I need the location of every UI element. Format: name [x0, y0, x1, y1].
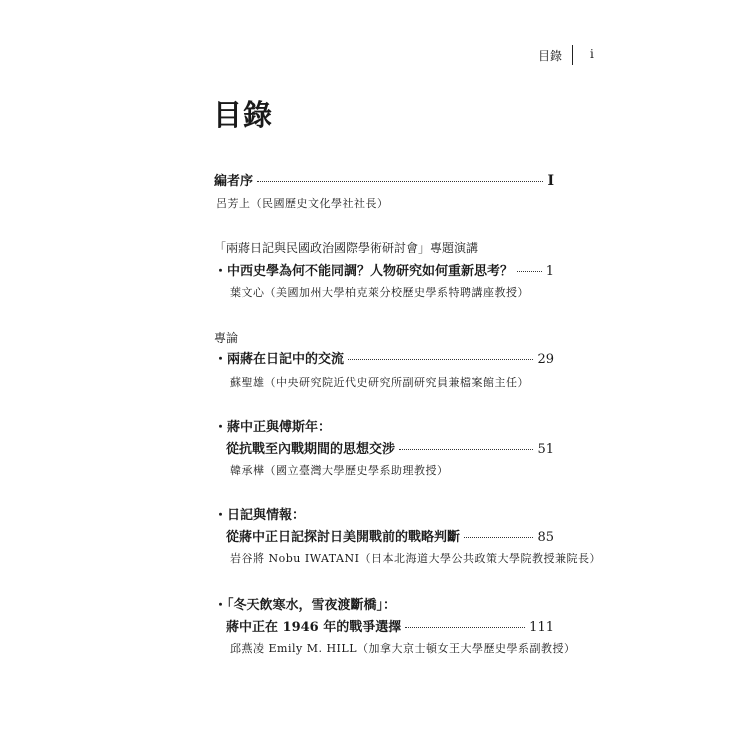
toc-entry-title-line1: ・日記與情報：	[214, 508, 306, 523]
toc-entry-title: 從蔣中正日記探討日美開戰前的戰略判斷	[226, 530, 461, 545]
toc-entry-page: I	[547, 173, 554, 189]
section-label-papers: 專論	[214, 331, 239, 345]
running-head-title: 目錄	[538, 49, 563, 63]
toc-entry-author: 岩谷將 Nobu IWATANI（日本北海道大學公共政策大學院教授兼院長）	[230, 552, 601, 565]
toc-entry-title-line1: ・蔣中正與傅斯年：	[214, 420, 332, 435]
running-head-divider	[572, 45, 573, 65]
dot-leader	[399, 449, 533, 450]
dot-leader	[257, 181, 543, 182]
toc-entry-paper-2[interactable]	[226, 438, 554, 458]
dot-leader	[464, 537, 533, 538]
toc-entry-page: 85	[537, 530, 554, 545]
toc-entry-title-line1: ・「冬天飲寒水，雪夜渡斷橋」：	[214, 598, 397, 613]
toc-entry-author: 葉文心（美國加州大學柏克萊分校歷史學系特聘講座教授）	[230, 286, 529, 299]
toc-entry-preface[interactable]	[214, 170, 554, 190]
toc-entry-title: ・兩蔣在日記中的交流	[214, 352, 345, 367]
dot-leader	[517, 271, 542, 272]
dot-leader	[348, 359, 533, 360]
toc-entry-paper-1[interactable]	[214, 348, 554, 368]
toc-entry-author: 邱燕凌 Emily M. HILL（加拿大京士頓女王大學歷史學系副教授）	[230, 642, 576, 655]
section-label-keynote: 「兩蔣日記與民國政治國際學術研討會」專題演講	[214, 241, 479, 255]
toc-entry-author: 呂芳上（民國歷史文化學社社長）	[216, 197, 389, 210]
toc-entry-paper-3[interactable]	[226, 526, 554, 546]
dot-leader	[405, 627, 525, 628]
toc-entry-title: 蔣中正在 1946 年的戰爭選擇	[226, 620, 402, 635]
toc-entry-title: ・中西史學為何不能同調？人物研究如何重新思考？	[214, 264, 514, 279]
toc-entry-author: 蘇聖雄（中央研究院近代史研究所副研究員兼檔案館主任）	[230, 376, 529, 389]
running-head	[500, 47, 610, 69]
toc-entry-author: 韓承樺（國立臺灣大學歷史學系助理教授）	[230, 464, 449, 477]
toc-entry-page: 51	[537, 442, 554, 457]
toc-entry-keynote[interactable]	[214, 260, 554, 280]
toc-entry-page: 29	[537, 352, 554, 367]
toc-entry-page: 111	[529, 620, 554, 635]
running-head-page-number: i	[590, 47, 594, 61]
toc-entry-title: 編者序	[214, 174, 254, 189]
toc-entry-page: 1	[545, 264, 554, 279]
toc-entry-paper-4[interactable]	[226, 616, 554, 636]
toc-entry-title: 從抗戰至內戰期間的思想交涉	[226, 442, 396, 457]
page-title: 目錄	[213, 98, 274, 132]
